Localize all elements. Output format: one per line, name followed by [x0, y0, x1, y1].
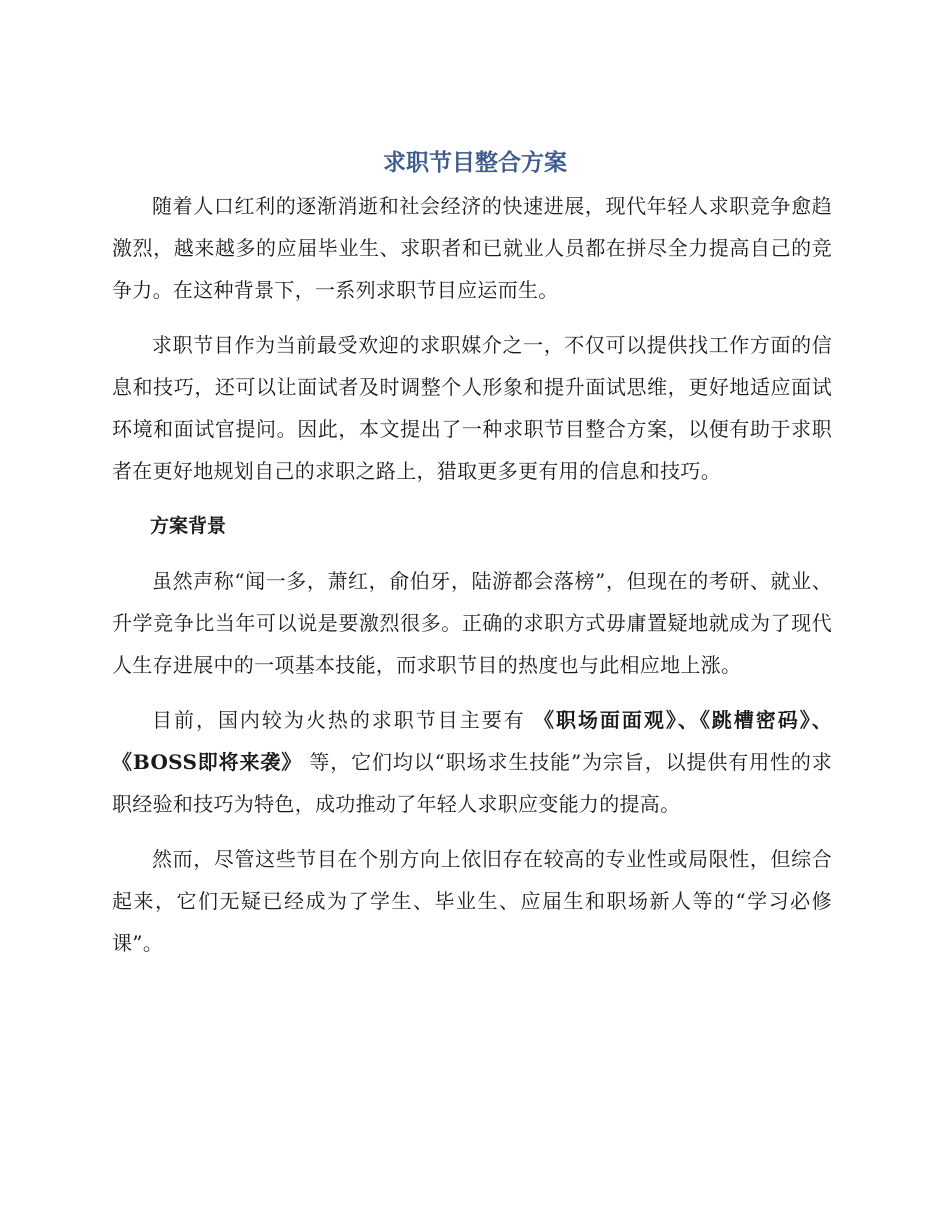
intro-paragraph-2: 求职节目作为当前最受欢迎的求职媒介之一，不仅可以提供找工作方面的信息和技巧，还可以让面试者及时调整个人形象和提升面试思维，更好地适应面试环境和面试官提问。因此，本文提出了一种求职节目整合方案，以便有助于求职者在更好地规划自己的求职之路上，猎取更多更有用的信息和技巧。: [112, 333, 832, 483]
paragraph-prefix: 目前，国内较为火热的求职节目主要有: [152, 708, 534, 732]
background-paragraph-3: 然而，尽管这些节目在个别方向上依旧存在较高的专业性或局限性，但综合起来，它们无疑已经成为了学生、毕业生、应届生和职场新人等的“学习必修课”。: [112, 847, 832, 955]
document-body: [112, 185, 832, 977]
program-names: 《职场面面观》、《跳槽密码》、《BOSS即将来袭》: [112, 708, 832, 774]
background-paragraph-1: 虽然声称“闻一多，萧红，俞伯牙，陆游都会落榜”，但现在的考研、就业、升学竞争比当年可以说是要激烈很多。正确的求职方式毋庸置疑地就成为了现代人生存进展中的一项基本技能，而求职节目的热度也与此相应地上涨。: [112, 569, 832, 677]
paragraph-suffix: 等，它们均以“职场求生技能”为宗旨，以提供有用性的求职经验和技巧为特色，成功推动了年轻人求职应变能力的提高。: [112, 750, 832, 816]
intro-paragraph-1: 随着人口红利的逐渐消逝和社会经济的快速进展，现代年轻人求职竞争愈趋激烈，越来越多的应届毕业生、求职者和已就业人员都在拼尽全力提高自己的竞争力。在这种背景下，一系列求职节目应运而生。: [112, 194, 832, 302]
document-title: 求职节目整合方案: [383, 150, 567, 176]
background-paragraph-2: [112, 699, 832, 825]
section-heading-background: 方案背景: [150, 515, 227, 537]
